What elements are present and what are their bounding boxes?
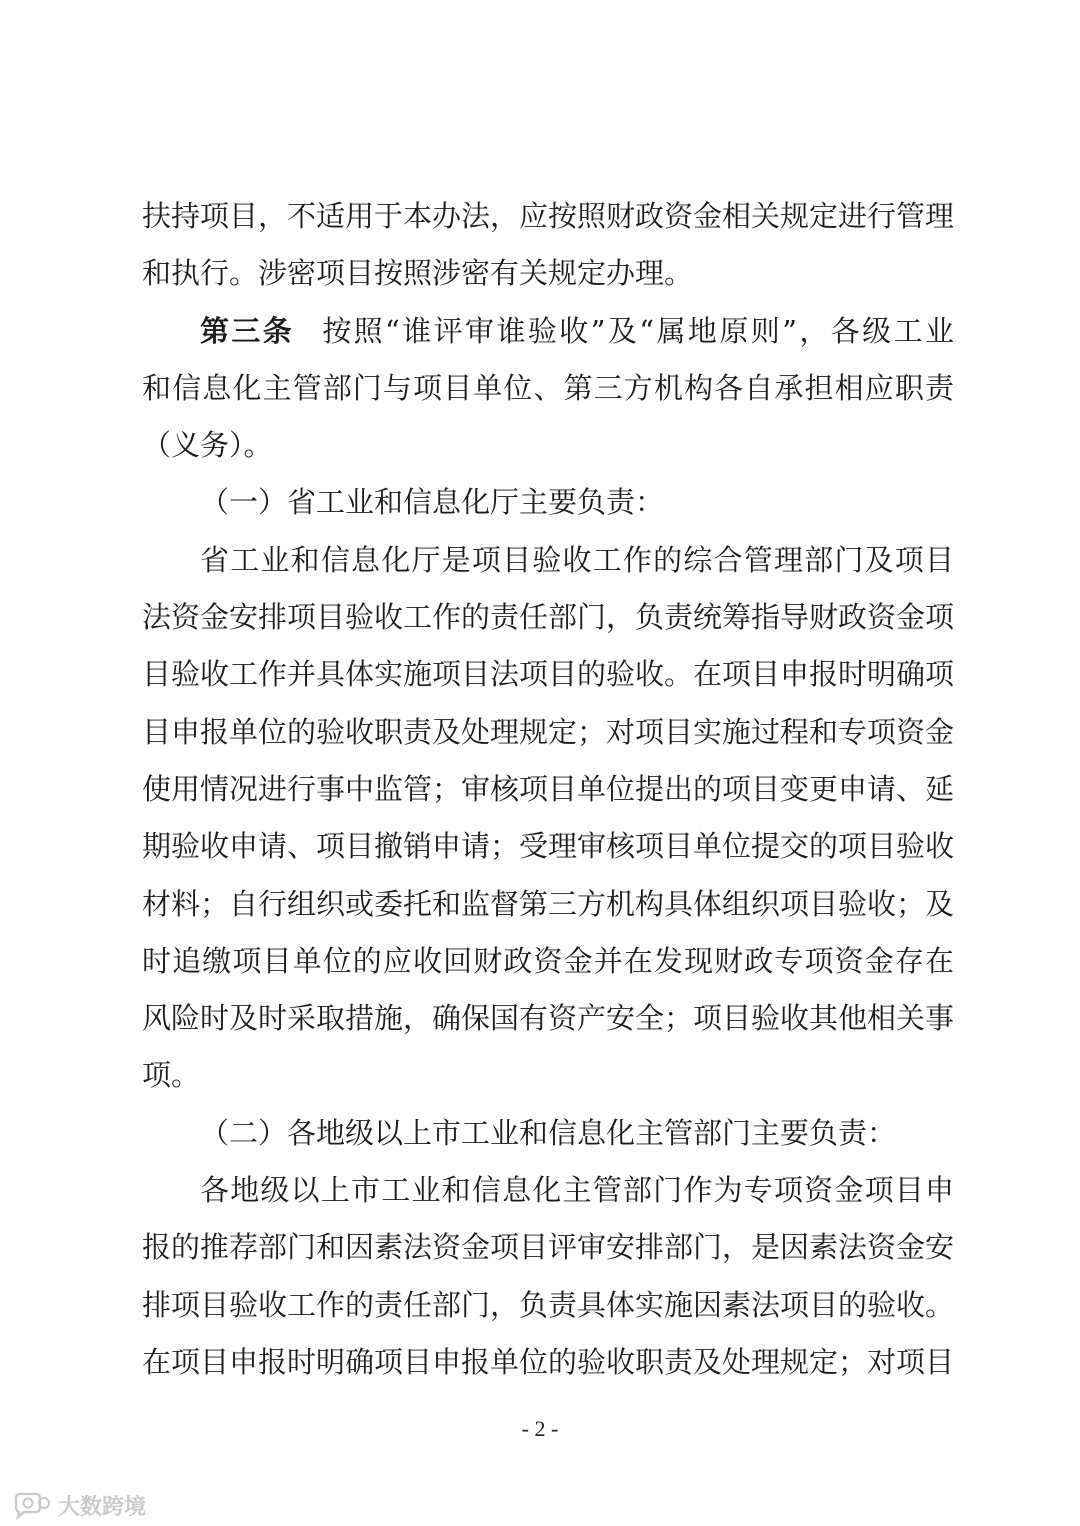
paragraph-line: 风险时及时采取措施，确保国有资产安全；项目验收其他相关事 xyxy=(142,1001,955,1036)
paragraph-line: 时追缴项目单位的应收回财政资金并在发现财政专项资金存在 xyxy=(142,943,954,978)
paragraph-line: 报的推荐部门和因素法资金项目评审安排部门，是因素法资金安 xyxy=(142,1230,955,1265)
article-number: 第三条 xyxy=(200,313,295,348)
article-text: 按照“谁评审谁验收”及“属地原则”，各级工业 xyxy=(322,313,954,348)
paragraph-line: 使用情况进行事中监管；审核项目单位提出的项目变更申请、延 xyxy=(142,771,955,806)
chat-bubble-logo-icon xyxy=(12,1492,52,1520)
watermark xyxy=(12,1490,146,1521)
paragraph-line: 目申报单位的验收职责及处理规定；对项目实施过程和专项资金 xyxy=(142,714,955,749)
paragraph-line: 各地级以上市工业和信息化主管部门作为专项资金项目申 xyxy=(200,1173,954,1208)
paragraph-line: 目验收工作并具体实施项目法项目的验收。在项目申报时明确项 xyxy=(142,657,955,692)
watermark-text: 大数跨境 xyxy=(58,1495,147,1520)
paragraph-line: 扶持项目，不适用于本办法，应按照财政资金相关规定进行管理 xyxy=(142,199,955,233)
paragraph-line: 排项目验收工作的责任部门，负责具体实施因素法项目的验收。 xyxy=(142,1287,955,1322)
paragraph-line: 省工业和信息化厅是项目验收工作的综合管理部门及项目 xyxy=(200,542,954,577)
paragraph-line: 和信息化主管部门与项目单位、第三方机构各自承担相应职责 xyxy=(142,370,954,405)
page-number: - 2 - xyxy=(521,1416,559,1441)
paragraph-line: 和执行。涉密项目按照涉密有关规定办理。 xyxy=(142,256,694,291)
paragraph-line: （义务）。 xyxy=(142,428,273,463)
paragraph-line: 项。 xyxy=(142,1058,201,1093)
paragraph-line: 材料；自行组织或委托和监督第三方机构具体组织项目验收；及 xyxy=(142,886,955,921)
body-text xyxy=(142,188,954,1391)
paragraph-line: 在项目申报时明确项目申报单位的验收职责及处理规定；对项目 xyxy=(142,1344,955,1379)
paragraph-line: 期验收申请、项目撤销申请；受理审核项目单位提交的项目验收 xyxy=(142,829,955,864)
paragraph-line: 法资金安排项目验收工作的责任部门，负责统筹指导财政资金项 xyxy=(142,600,955,635)
article-heading-line xyxy=(142,303,954,360)
section-heading: （二）各地级以上市工业和信息化主管部门主要负责： xyxy=(200,1115,897,1150)
section-heading: （一）省工业和信息化厅主要负责： xyxy=(200,485,665,520)
